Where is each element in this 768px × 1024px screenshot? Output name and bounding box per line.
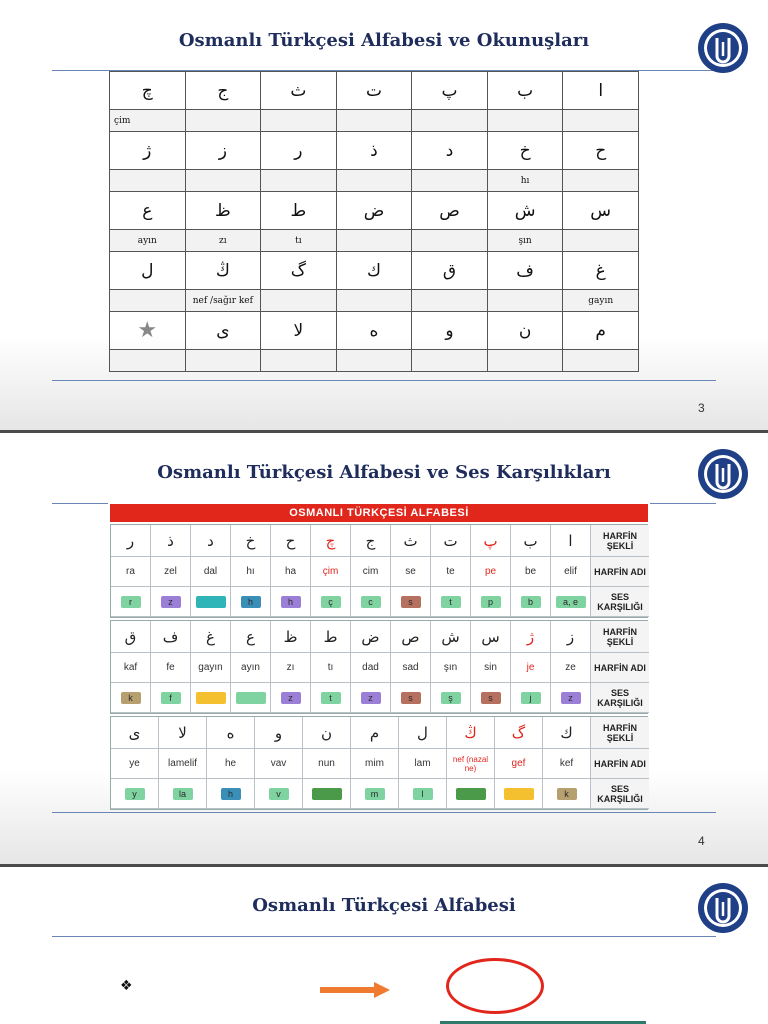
sound-cell [159,779,207,809]
letter-name-cell: se [391,557,431,587]
letter-cell: ك [336,252,412,290]
letter-cell: ب [487,72,563,110]
letter-name-cell [336,170,412,192]
row-label-sound: SES KARŞILIĞI [591,587,649,617]
sound-chip: z [161,596,181,608]
letter-name-cell [185,350,261,372]
letter-name-cell [412,230,488,252]
letter-cell: ه [336,312,412,350]
sound-chip: t [321,692,341,704]
sound-cell [231,683,271,713]
alphabet-block [110,716,648,810]
letter-cell: ظ [185,192,261,230]
sound-cell [431,587,471,617]
university-logo-icon [697,22,749,74]
letter-name-cell [412,170,488,192]
letter-row [110,72,639,110]
sound-cell [543,779,591,809]
letter-cell: ض [336,192,412,230]
letter-row [110,132,639,170]
slide-5 [0,867,768,1024]
letter-cell: ق [412,252,488,290]
letter-shape-cell: لا [159,717,207,749]
sound-chip: j [521,692,541,704]
letter-name-cell [261,350,337,372]
letter-name-cell: zı [271,653,311,683]
letter-cell: ت [336,72,412,110]
letter-cell: س [563,192,639,230]
sound-cell [391,683,431,713]
letter-cell: ن [487,312,563,350]
sound-chip: c [361,596,381,608]
letter-cell: د [412,132,488,170]
letter-cell: و [412,312,488,350]
slide-4-top-rule-right [650,503,716,504]
letter-shape-cell: ع [231,621,271,653]
letter-name-cell: tı [311,653,351,683]
letter-cell: ش [487,192,563,230]
sound-cell [495,779,543,809]
letter-shape-cell: گ [495,717,543,749]
letter-name-cell: gayın [563,290,639,312]
row-label-shape: HARFİN ŞEKLİ [591,717,649,749]
name-row [110,170,639,192]
letter-name-cell [261,290,337,312]
letter-shape-cell: س [471,621,511,653]
letter-shape-cell: ز [551,621,591,653]
letter-name-cell [185,110,261,132]
letter-shape-cell: ك [543,717,591,749]
letter-shape-cell: ڭ [447,717,495,749]
sound-cell [351,683,391,713]
alphabet-block [110,620,648,714]
letter-shape-cell: ق [111,621,151,653]
letter-cell: ذ [336,132,412,170]
row-label-sound: SES KARŞILIĞI [591,779,649,809]
letter-name-cell [185,170,261,192]
letter-name-cell: pe [471,557,511,587]
sound-cell [471,587,511,617]
letter-name-cell [487,350,563,372]
red-ellipse-highlight [446,958,544,1014]
sound-chip: s [481,692,501,704]
letter-shape-cell: ا [551,525,591,557]
letter-name-cell [261,110,337,132]
letter-shape-cell: پ [471,525,511,557]
letter-name-cell: ye [111,749,159,779]
letter-cell: ث [261,72,337,110]
letter-shape-cell: ن [303,717,351,749]
alphabet-block [110,524,648,618]
sound-chip: h [241,596,261,608]
sound-cell [303,779,351,809]
sound-chip: k [121,692,141,704]
letter-name-cell: be [511,557,551,587]
letter-cell: ر [261,132,337,170]
row-label-name: HARFİN ADI [591,749,649,779]
slide-4-bottom-rule [52,812,716,813]
letter-shape-cell: د [191,525,231,557]
sound-cell [311,683,351,713]
letter-name-cell [110,170,186,192]
sound-chip [196,596,226,608]
name-row [110,110,639,132]
letter-name-cell: lam [399,749,447,779]
sound-chip: s [401,596,421,608]
letter-name-cell [412,350,488,372]
letter-name-cell: sad [391,653,431,683]
sound-chip: p [481,596,501,608]
sound-cell [399,779,447,809]
sound-cell [431,683,471,713]
letter-name-cell: vav [255,749,303,779]
letter-name-cell: ha [271,557,311,587]
letter-name-cell [261,170,337,192]
letter-name-cell: dal [191,557,231,587]
sound-chip: k [557,788,577,800]
letter-name-cell: te [431,557,471,587]
letter-name-cell: sin [471,653,511,683]
row-label-name: HARFİN ADI [591,557,649,587]
slide-3-page-number: 3 [698,401,705,415]
sound-chip: b [521,596,541,608]
sound-cell [111,683,151,713]
letter-shape-cell: ف [151,621,191,653]
alphabet-sound-chart [110,504,648,810]
letter-row [110,192,639,230]
sound-cell [191,683,231,713]
sound-chip: t [441,596,461,608]
letter-shape-cell: ه [207,717,255,749]
letter-shape-cell: ث [391,525,431,557]
sound-chip: la [173,788,193,800]
letter-cell: ص [412,192,488,230]
letter-name-cell: nun [303,749,351,779]
letter-name-cell [563,230,639,252]
sound-chip: h [281,596,301,608]
letter-cell: گ [261,252,337,290]
letter-row [110,252,639,290]
slide-5-title: Osmanlı Türkçesi Alfabesi [252,895,516,916]
letter-cell: ى [185,312,261,350]
letter-name-cell [412,290,488,312]
slide-5-top-rule [52,936,716,937]
letter-cell: ڭ [185,252,261,290]
name-row [110,230,639,252]
letter-cell: لا [261,312,337,350]
letter-shape-cell: ى [111,717,159,749]
letter-shape-cell: ط [311,621,351,653]
university-logo-icon [697,882,749,934]
sound-cell [111,587,151,617]
letter-cell: ژ [110,132,186,170]
letter-shape-cell: ب [511,525,551,557]
letter-name-cell [487,290,563,312]
letter-name-cell: çim [311,557,351,587]
letter-name-cell: ze [551,653,591,683]
letter-shape-cell: ر [111,525,151,557]
letter-name-cell [110,350,186,372]
letter-shape-cell: ل [399,717,447,749]
sound-chip [236,692,266,704]
sound-cell [471,683,511,713]
letter-name-cell [412,110,488,132]
sound-chip [312,788,342,800]
letter-cell: ز [185,132,261,170]
letter-name-cell: gef [495,749,543,779]
letter-shape-cell: ذ [151,525,191,557]
letter-name-cell [563,350,639,372]
sound-chip: s [401,692,421,704]
letter-name-cell: zı [185,230,261,252]
sound-chip: a, e [556,596,586,608]
letter-name-cell: şın [431,653,471,683]
letter-name-cell: gayın [191,653,231,683]
letter-shape-cell: م [351,717,399,749]
letter-name-cell: je [511,653,551,683]
letter-shape-cell: ظ [271,621,311,653]
letter-name-cell: zel [151,557,191,587]
name-row [110,290,639,312]
letter-shape-cell: ت [431,525,471,557]
letter-cell: غ [563,252,639,290]
sound-chip: l [413,788,433,800]
letter-shape-cell: چ [311,525,351,557]
alphabet-reading-table [109,71,639,372]
letter-name-cell: tı [261,230,337,252]
sound-chip: m [365,788,385,800]
letter-name-cell: kef [543,749,591,779]
letter-name-cell: he [207,749,255,779]
letter-name-cell: nef (nazal ne) [447,749,495,779]
row-label-shape: HARFİN ŞEKLİ [591,525,649,557]
sound-cell [271,587,311,617]
letter-name-cell [336,230,412,252]
sound-chip: z [561,692,581,704]
letter-cell: ج [185,72,261,110]
slide-4-title: Osmanlı Türkçesi Alfabesi ve Ses Karşılıkları [157,462,611,483]
letter-shape-cell: خ [231,525,271,557]
letter-name-cell [563,170,639,192]
sound-cell [511,683,551,713]
arrow-right-icon [320,981,390,999]
slide-4-page-number: 4 [698,834,705,848]
university-logo-icon [697,448,749,500]
sound-chip: ç [321,596,341,608]
sound-chip [456,788,486,800]
name-row [110,350,639,372]
row-label-name: HARFİN ADI [591,653,649,683]
sound-cell [151,587,191,617]
sound-cell [111,779,159,809]
letter-name-cell: ra [111,557,151,587]
letter-cell: ع [110,192,186,230]
sound-cell [255,779,303,809]
letter-cell: ف [487,252,563,290]
sound-cell [207,779,255,809]
slide-4-top-rule-left [52,503,108,504]
letter-row [110,312,639,350]
letter-shape-cell: ج [351,525,391,557]
letter-name-cell [563,110,639,132]
sound-cell [271,683,311,713]
sound-cell [551,587,591,617]
letter-name-cell: elif [551,557,591,587]
letter-name-cell: dad [351,653,391,683]
letter-cell: ح [563,132,639,170]
letter-name-cell [336,110,412,132]
sound-chip: z [361,692,381,704]
sound-chip: r [121,596,141,608]
letter-shape-cell: ص [391,621,431,653]
letter-name-cell: ayın [110,230,186,252]
letter-name-cell: kaf [111,653,151,683]
sound-cell [151,683,191,713]
sound-cell [391,587,431,617]
sound-cell [231,587,271,617]
letter-shape-cell: ض [351,621,391,653]
sound-cell [311,587,351,617]
sound-chip: y [125,788,145,800]
slide-3-title: Osmanlı Türkçesi Alfabesi ve Okunuşları [178,30,590,51]
letter-shape-cell: و [255,717,303,749]
letter-name-cell: lamelif [159,749,207,779]
letter-shape-cell: ش [431,621,471,653]
diamond-bullet-icon: ❖ [120,978,133,994]
sound-chip [504,788,534,800]
sound-chip: v [269,788,289,800]
letter-cell: ا [563,72,639,110]
letter-cell: چ [110,72,186,110]
row-label-sound: SES KARŞILIĞI [591,683,649,713]
sound-chip: ş [441,692,461,704]
letter-cell: خ [487,132,563,170]
letter-name-cell [110,290,186,312]
letter-name-cell: hı [231,557,271,587]
letter-cell: ط [261,192,337,230]
letter-name-cell [336,290,412,312]
alphabet-chart-header: OSMANLI TÜRKÇESİ ALFABESİ [110,504,648,522]
sound-chip: f [161,692,181,704]
letter-name-cell: fe [151,653,191,683]
letter-name-cell: çim [110,110,186,132]
letter-cell: م [563,312,639,350]
letter-name-cell: cim [351,557,391,587]
letter-shape-cell: ژ [511,621,551,653]
letter-cell: ل [110,252,186,290]
letter-name-cell: nef /sağır kef [185,290,261,312]
sound-chip: h [221,788,241,800]
letter-name-cell: hı [487,170,563,192]
letter-name-cell [487,110,563,132]
letter-name-cell: ayın [231,653,271,683]
sound-cell [351,587,391,617]
row-label-shape: HARFİN ŞEKLİ [591,621,649,653]
letter-shape-cell: ح [271,525,311,557]
slide-3-bottom-rule [52,380,716,381]
sound-cell [191,587,231,617]
sound-cell [447,779,495,809]
sound-chip [196,692,226,704]
sound-cell [351,779,399,809]
letter-shape-cell: غ [191,621,231,653]
sound-chip: z [281,692,301,704]
letter-name-cell: mim [351,749,399,779]
sound-cell [511,587,551,617]
star-icon: ★ [110,312,186,350]
letter-cell: پ [412,72,488,110]
letter-name-cell [336,350,412,372]
letter-name-cell: şın [487,230,563,252]
sound-cell [551,683,591,713]
